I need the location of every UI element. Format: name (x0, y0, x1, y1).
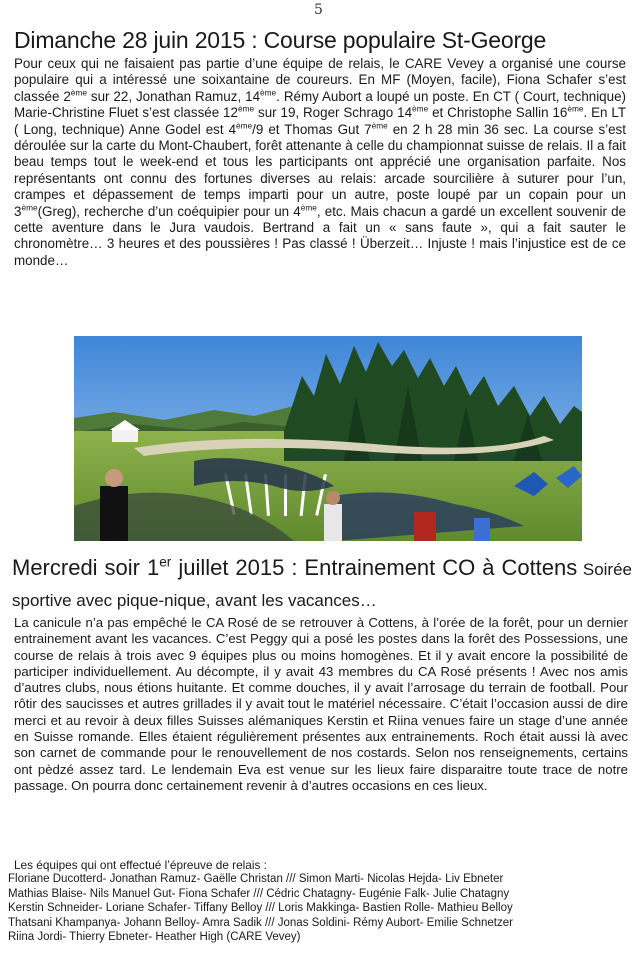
article1-title: Dimanche 28 juin 2015 : Course populaire St-George (14, 27, 547, 53)
teams-line: Thatsani Khampanya- Johann Belloy- Amra Sadik /// Jonas Soldini- Rémy Aubort- Emilie Schnetzer (8, 916, 513, 929)
teams-list (8, 872, 628, 945)
handwritten-page-number: 5 (314, 2, 323, 18)
article1-body: Pour ceux qui ne faisaient pas partie d’une équipe de relais, le CARE Vevey a organisé une course populaire qui a intéressé une soixantaine de coureurs. En MF (Moyen, facile), Fiona Schafer s’est classée 2ème sur 22, Jonathan Ramuz, 14ème. Rémy Aubort a loupé un poste. En CT ( Court, technique) Marie-Christine Fluet s’est classée 12ème sur 19, Roger Schrago 14ème et Christophe Sallin 16ème. En LT ( Long, technique) Anne Godel est 4ème/9 et Thomas Gut 7ème en 2 h 28 min 36 sec. La course s’est déroulée sur la carte du Mont-Chaubert, forêt attenante à celle du championnat suisse de relais. Il a fait beau temps tout le week-end et tous les participants ont apprécié une organisation parfaite. Nos représentants ont connu des fortunes diverses au relais: arcade sourcilière à suturer pour l’un, crampes et dépassement de temps imparti pour un autre, poste loupé par un copain pour un 3ème(Greg), recherche d’un coéquipier pour un 4ème, etc. Mais chacun a gardé un excellent souvenir de cette aventure dans le Jura vaudois. Bertrand a fait un « sans faute », qui a fait sauter le chronomètre… 3 heures et des poussières ! Pas classé ! Überzeit… Injuste ! mais l’injustice est de ce monde… (14, 56, 627, 268)
teams-line: Mathias Blaise- Nils Manuel Gut- Fiona Schafer /// Cédric Chatagny- Eugénie Falk- Julie Chatagny (8, 887, 510, 900)
event-photo (74, 336, 582, 541)
teams-line: Riina Jordi- Thierry Ebneter- Heather High (CARE Vevey) (8, 931, 301, 943)
article2-body: La canicule n’a pas empêché le CA Rosé de se retrouver à Cottens, à l’orée de la forêt, pour un dernier entrainement avant les vacances. C’est Peggy qui a posé les postes dans la forêt des Possessions, une course de relais à trois avec 9 équipes plus ou moins homogènes. Et il y avait encore la possibilité de participer individuellement. Au décompte, il y avait 43 membres du CA Rosé présents ! Avec nos amis d’autres clubs, nous étions huitante. Et comme douches, il y avait l’arrosage du terrain de football. Pour rôtir des saucisses et autres grillades il y avait tout le matériel nécessaire. C’était l’occasion aussi de dire merci et au revoir à deux filles Suisses alémaniques Kerstin et Riina venues faire un stage d’une année en Suisse romande. Elles étaient régulièrement présentes aux entrainements. Roch était aussi là avec son carnet de commande pour le renouvellement de nos costards. Selon nos renseignements, certains ont pèdzé assez tard. Le lendemain Eva est venue sur les lieux faire disparaitre toute trace de notre passage. On pourra donc certainement revenir à d’autres occasions en ces lieux. (14, 615, 628, 793)
teams-line: Kerstin Schneider- Loriane Schafer- Tiffany Belloy /// Loris Makkinga- Bastien Rolle- Mathieu Belloy (8, 902, 513, 914)
teams-line: Floriane Ducotterd- Jonathan Ramuz- Gaëlle Christan /// Simon Marti- Nicolas Hejda- Liv Ebneter (8, 873, 504, 885)
teams-intro: Les équipes qui ont effectué l’épreuve de relais : (14, 858, 267, 872)
article2-title: Mercredi soir 1er juillet 2015 : Entrainement CO à Cottens Soirée sportive avec pique-nique, avant les vacances… (12, 554, 632, 610)
article2-subtitle: Soirée sportive avec pique-nique, avant les vacances… (12, 560, 632, 610)
